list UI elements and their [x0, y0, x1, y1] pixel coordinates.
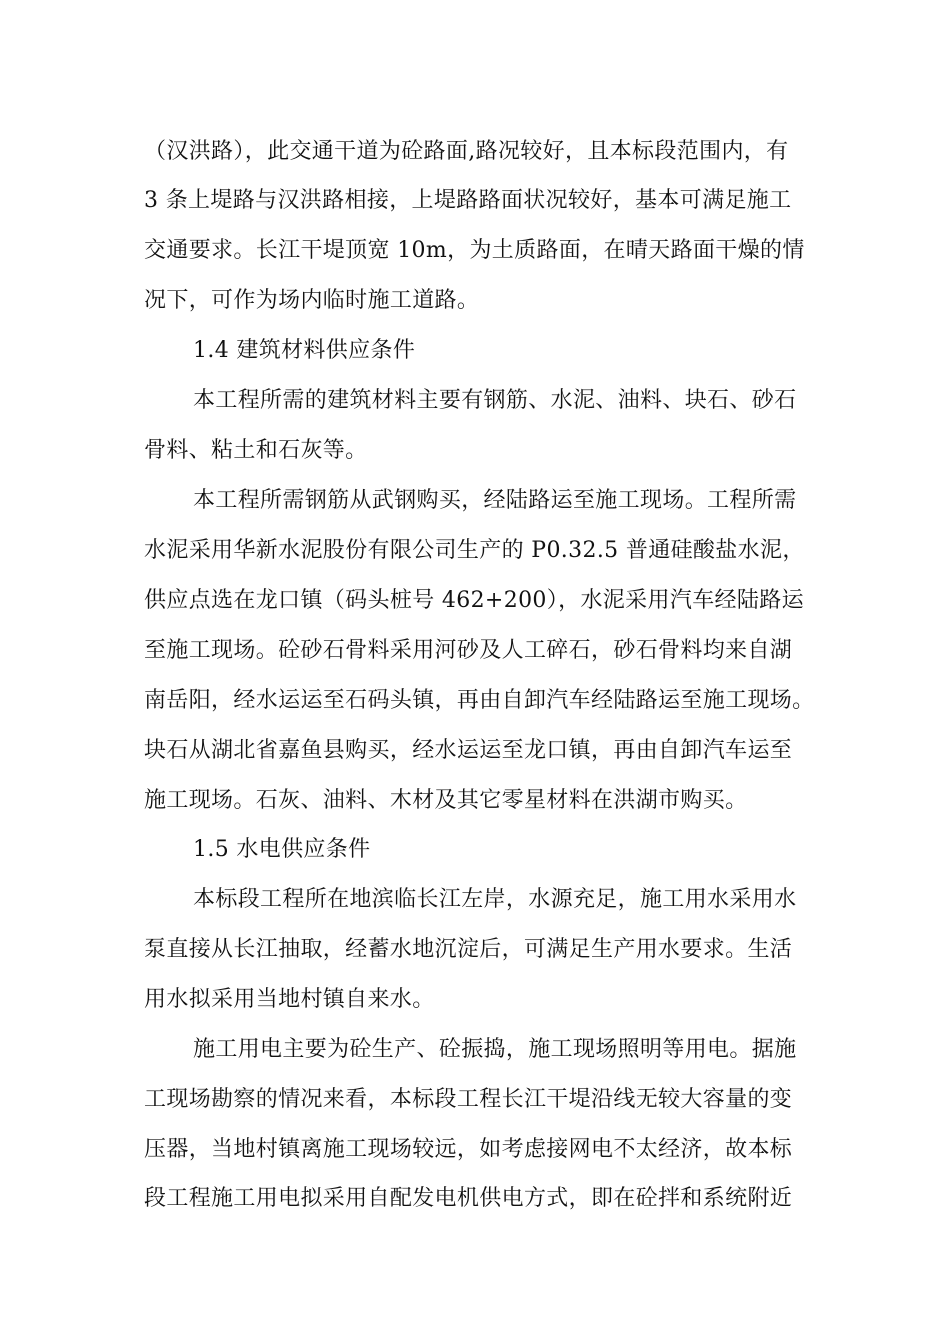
paragraph-line: 况下，可作为场内临时施工道路。 [144, 288, 480, 313]
paragraph-line: 用水拟采用当地村镇自来水。 [144, 987, 435, 1012]
paragraph-line: 压器，当地村镇离施工现场较远，如考虑接网电不太经济，故本标 [144, 1137, 793, 1162]
paragraph-line: 南岳阳，经水运运至石码头镇，再由自卸汽车经陆路运至施工现场。 [144, 688, 815, 713]
paragraph-line: 3 条上堤路与汉洪路相接，上堤路路面状况较好，基本可满足施工 [144, 188, 792, 213]
paragraph-line: 泵直接从长江抽取，经蓄水地沉淀后，可满足生产用水要求。生活 [144, 937, 793, 962]
section-heading-1-5: 1.5 水电供应条件 [193, 837, 371, 862]
paragraph-line: 供应点选在龙口镇（码头桩号 462+200），水泥采用汽车经陆路运 [144, 588, 804, 613]
paragraph-line: 骨料、粘土和石灰等。 [144, 438, 368, 463]
paragraph-line: 施工用电主要为砼生产、砼振捣，施工现场照明等用电。据施 [193, 1037, 797, 1062]
paragraph-line: 至施工现场。砼砂石骨料采用河砂及人工碎石，砂石骨料均来自湖 [144, 638, 793, 663]
paragraph-line: 块石从湖北省嘉鱼县购买，经水运运至龙口镇，再由自卸汽车运至 [144, 738, 793, 763]
paragraph-line: 段工程施工用电拟采用自配发电机供电方式，即在砼拌和系统附近 [144, 1186, 793, 1211]
paragraph-line: 本工程所需钢筋从武钢购买，经陆路运至施工现场。工程所需 [193, 488, 797, 513]
paragraph-line: 施工现场。石灰、油料、木材及其它零星材料在洪湖市购买。 [144, 788, 748, 813]
paragraph-line: 水泥采用华新水泥股份有限公司生产的 P0.32.5 普通硅酸盐水泥， [144, 538, 805, 563]
paragraph-line: 本工程所需的建筑材料主要有钢筋、水泥、油料、块石、砂石 [193, 388, 797, 413]
paragraph-line: 交通要求。长江干堤顶宽 10m，为土质路面，在晴天路面干燥的情 [144, 238, 805, 263]
paragraph-line: （汉洪路），此交通干道为砼路面,路况较好，且本标段范围内，有 [144, 139, 789, 164]
paragraph-line: 本标段工程所在地滨临长江左岸，水源充足，施工用水采用水 [193, 887, 797, 912]
section-heading-1-4: 1.4 建筑材料供应条件 [193, 338, 416, 363]
paragraph-line: 工现场勘察的情况来看，本标段工程长江干堤沿线无较大容量的变 [144, 1087, 793, 1112]
